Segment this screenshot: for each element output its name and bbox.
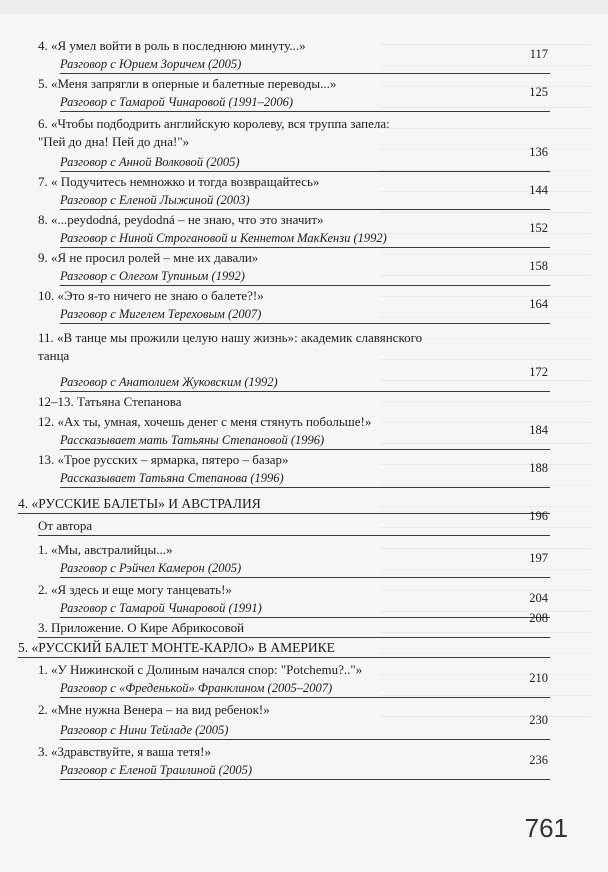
toc-item: 10. «Это я-то ничего не знаю о балете?!» xyxy=(38,288,264,303)
toc-page-number: 144 xyxy=(529,183,548,197)
entry-underline xyxy=(60,391,550,392)
entry-underline xyxy=(18,657,550,658)
toc-section-title: 5. «РУССКИЙ БАЛЕТ МОНТЕ-КАРЛО» В АМЕРИКЕ xyxy=(18,640,335,655)
toc-item: 2. «Я здесь и еще могу танцевать!» xyxy=(38,582,232,597)
entry-underline xyxy=(38,535,550,536)
toc-page-number: 172 xyxy=(529,365,548,379)
entry-underline xyxy=(60,739,550,740)
toc-page-number: 236 xyxy=(529,753,548,767)
entry-underline xyxy=(60,171,550,172)
toc-item: 13. «Трое русских – ярмарка, пятеро – базар» xyxy=(38,452,289,467)
entry-underline xyxy=(60,577,550,578)
toc-item: 3. Приложение. О Кире Абрикосовой xyxy=(38,620,245,635)
toc-conversation-line: Разговор с Олегом Тупиным (1992) xyxy=(60,269,245,283)
entry-underline xyxy=(60,697,550,698)
toc-page-number: 117 xyxy=(529,47,548,61)
entry-underline xyxy=(60,111,550,112)
toc-page-number: 196 xyxy=(529,509,548,523)
toc-conversation-line: Разговор с «Фреденькой» Франклином (2005–2007) xyxy=(60,681,333,695)
entry-underline xyxy=(60,779,550,780)
toc-conversation-line: Разговор с Еленой Траилиной (2005) xyxy=(60,763,252,777)
entry-underline xyxy=(60,323,550,324)
entry-underline xyxy=(60,209,550,210)
toc-item: 6. «Чтобы подбодрить английскую королеву, вся труппа запела: xyxy=(38,116,390,131)
toc-page-number: 125 xyxy=(529,85,548,99)
entry-underline xyxy=(60,617,550,618)
toc-item: 12. «Ах ты, умная, хочешь денег с меня стянуть побольше!» xyxy=(38,414,372,429)
entry-underline xyxy=(60,285,550,286)
toc-page-number: 158 xyxy=(529,259,548,273)
toc-conversation-line: Разговор с Юрием Зоричем (2005) xyxy=(60,57,242,71)
toc-conversation-line: Разговор с Ниной Строгановой и Кеннетом МакКензи (1992) xyxy=(60,231,387,245)
toc-page-number: 208 xyxy=(529,611,548,625)
toc-page-number: 184 xyxy=(529,423,548,437)
toc-item: танца xyxy=(38,348,70,363)
toc-section-title: 4. «РУССКИЕ БАЛЕТЫ» И АВСТРАЛИЯ xyxy=(18,496,261,511)
toc-conversation-line: Разговор с Тамарой Чинаровой (1991–2006) xyxy=(60,95,294,109)
toc-item: От автора xyxy=(38,518,93,533)
toc-item: 7. « Подучитесь немножко и тогда возвращайтесь» xyxy=(38,174,320,189)
top-edge-shadow xyxy=(0,0,608,14)
toc-page-number: 204 xyxy=(529,591,548,605)
entry-underline xyxy=(18,513,550,514)
toc-page-number: 152 xyxy=(529,221,548,235)
toc-item: 1. «У Нижинской с Долиным начался спор: "Potchemu?.."» xyxy=(38,662,363,677)
toc-item: "Пей до дна! Пей до дна!"» xyxy=(38,134,190,149)
toc-conversation-line: Разговор с Анатолием Жуковским (1992) xyxy=(60,375,278,389)
entry-underline xyxy=(60,73,550,74)
toc-item: 2. «Мне нужна Венера – на вид ребенок!» xyxy=(38,702,270,717)
toc-page-number: 136 xyxy=(529,145,548,159)
entry-underline xyxy=(60,247,550,248)
page-number: 761 xyxy=(524,813,568,843)
toc-item: 3. «Здравствуйте, я ваша тетя!» xyxy=(38,744,211,759)
toc-page-number: 210 xyxy=(529,671,548,685)
toc-conversation-line: Разговор с Рэйчел Камерон (2005) xyxy=(60,561,242,575)
bleed-through-text xyxy=(380,30,590,730)
toc-conversation-line: Разговор с Анной Волковой (2005) xyxy=(60,155,240,169)
toc-item: 8. «...peydodná, peydodná – не знаю, что это значит» xyxy=(38,212,324,227)
toc-item: 9. «Я не просил ролей – мне их давали» xyxy=(38,250,259,265)
toc-item: 12–13. Татьяна Степанова xyxy=(38,394,182,409)
toc-conversation-line: Разговор с Тамарой Чинаровой (1991) xyxy=(60,601,262,615)
toc-conversation-line: Разговор с Еленой Лыжиной (2003) xyxy=(60,193,250,207)
toc-item: 11. «В танце мы прожили целую нашу жизнь»: академик славянского xyxy=(38,330,423,345)
toc-page-number: 230 xyxy=(529,713,548,727)
toc-item: 5. «Меня запрягли в оперные и балетные переводы...» xyxy=(38,76,337,91)
toc-conversation-line: Рассказывает мать Татьяны Степановой (1996) xyxy=(60,433,325,447)
toc-conversation-line: Разговор с Мигелем Тереховым (2007) xyxy=(60,307,262,321)
toc-item: 4. «Я умел войти в роль в последнюю минуту...» xyxy=(38,38,306,53)
entry-underline xyxy=(60,449,550,450)
entry-underline xyxy=(38,637,550,638)
toc-page-number: 197 xyxy=(529,551,548,565)
toc-conversation-line: Рассказывает Татьяна Степанова (1996) xyxy=(60,471,284,485)
toc-page-number: 188 xyxy=(529,461,548,475)
toc-item: 1. «Мы, австралийцы...» xyxy=(38,542,173,557)
toc-page-number: 164 xyxy=(529,297,548,311)
toc-conversation-line: Разговор с Нини Тейладе (2005) xyxy=(60,723,229,737)
entry-underline xyxy=(60,487,550,488)
